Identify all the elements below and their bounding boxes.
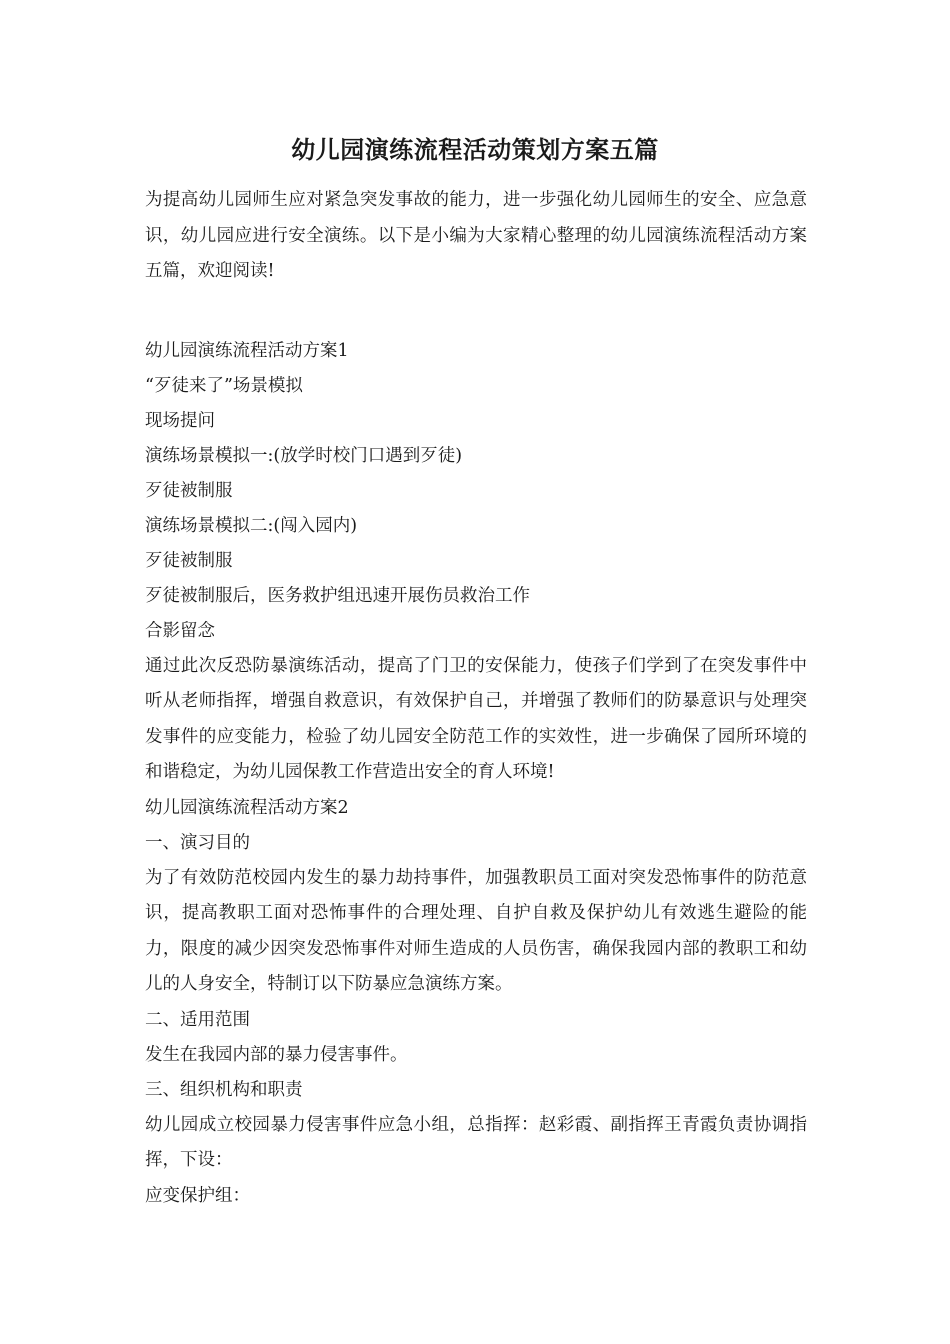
subsection-label: 应变保护组： bbox=[145, 1185, 250, 1206]
section-paragraph: 为了有效防范校园内发生的暴力劫持事件，加强教职员工面对突发恐怖事件的防范意识，提高教职工面对恐怖事件的合理处理、自护自救及保护幼儿有效逃生避险的能力，限度的减少因突发恐怖事件对师生造成的人员伤害，确保我园内部的教职工和幼儿的人身安全，特制订以下防暴应急演练方案。 bbox=[145, 867, 807, 994]
plan1-line: 歹徒被制服 bbox=[145, 480, 233, 501]
document-title: 幼儿园演练流程活动策划方案五篇 bbox=[291, 135, 659, 164]
section-heading: 一、演习目的 bbox=[145, 832, 250, 853]
plan1-line: 歹徒被制服后，医务救护组迅速开展伤员救治工作 bbox=[145, 585, 530, 606]
paragraph-spacer bbox=[145, 290, 807, 334]
plan1-line: 现场提问 bbox=[145, 410, 215, 431]
plan1-line: 演练场景模拟二:(闯入园内) bbox=[145, 515, 358, 536]
intro-paragraph: 为提高幼儿园师生应对紧急突发事故的能力，进一步强化幼儿园师生的安全、应急意识，幼儿园应进行安全演练。以下是小编为大家精心整理的幼儿园演练流程活动方案五篇，欢迎阅读! bbox=[145, 190, 807, 281]
section-paragraph: 发生在我园内部的暴力侵害事件。 bbox=[145, 1044, 408, 1065]
plan1-line: “歹徒来了”场景模拟 bbox=[145, 375, 303, 396]
section-heading: 三、组织机构和职责 bbox=[145, 1079, 303, 1100]
plan2-heading: 幼儿园演练流程活动方案2 bbox=[145, 797, 349, 818]
plan1-heading: 幼儿园演练流程活动方案1 bbox=[145, 340, 349, 361]
plan1-line: 演练场景模拟一:(放学时校门口遇到歹徒) bbox=[145, 445, 463, 466]
document-body bbox=[145, 183, 807, 1214]
section-heading: 二、适用范围 bbox=[145, 1009, 250, 1030]
plan1-line: 歹徒被制服 bbox=[145, 550, 233, 571]
plan1-summary-paragraph: 通过此次反恐防暴演练活动，提高了门卫的安保能力，使孩子们学到了在突发事件中听从老师指挥，增强自救意识，有效保护自己，并增强了教师们的防暴意识与处理突发事件的应变能力，检验了幼儿园安全防范工作的实效性，进一步确保了园所环境的和谐稳定，为幼儿园保教工作营造出安全的育人环境! bbox=[145, 655, 807, 782]
plan1-line: 合影留念 bbox=[145, 620, 215, 641]
section-paragraph: 幼儿园成立校园暴力侵害事件应急小组，总指挥：赵彩霞、副指挥王青霞负责协调指挥，下设： bbox=[145, 1114, 807, 1170]
